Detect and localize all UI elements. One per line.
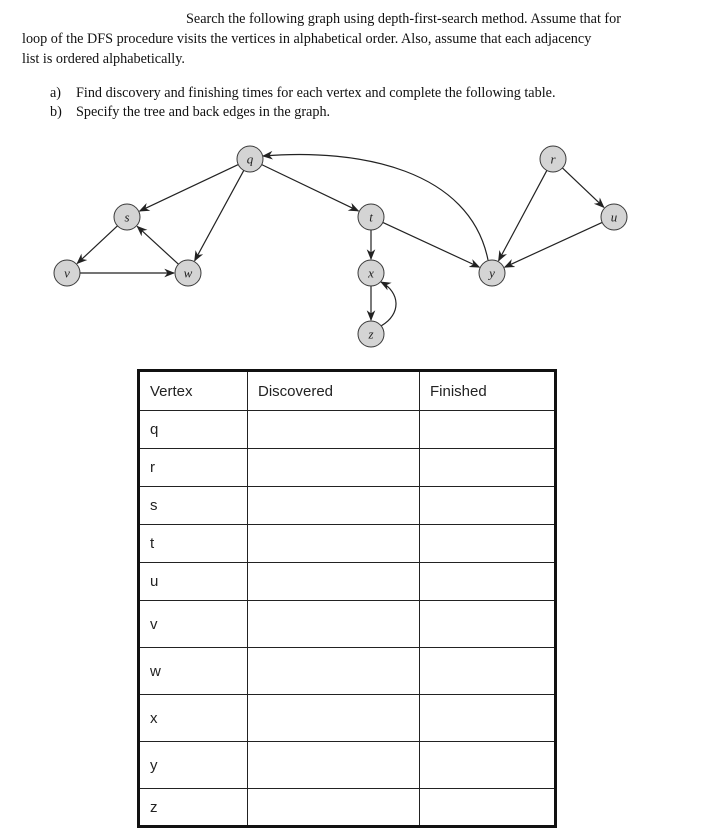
finished-cell[interactable]	[420, 695, 556, 742]
node-label: v	[64, 265, 70, 281]
graph-edges	[77, 151, 604, 326]
question-b	[50, 103, 556, 122]
intro-line-3: list is ordered alphabetically.	[22, 51, 185, 67]
table-row	[139, 487, 556, 525]
node-label: w	[183, 265, 193, 281]
table-row	[139, 411, 556, 449]
question-a-label: a)	[50, 85, 62, 101]
graph-node-v	[54, 260, 80, 286]
vertex-cell: t	[139, 525, 248, 563]
table-row	[139, 648, 556, 695]
table-header-row	[139, 371, 556, 411]
vertex-cell: x	[139, 695, 248, 742]
discovered-cell[interactable]	[248, 648, 420, 695]
discovered-cell[interactable]	[248, 525, 420, 563]
vertex-cell: s	[139, 487, 248, 525]
node-label: y	[489, 265, 495, 281]
table-row	[139, 695, 556, 742]
edge-z-x	[381, 282, 396, 326]
finished-cell[interactable]	[420, 742, 556, 789]
vertex-cell: r	[139, 449, 248, 487]
discovered-cell[interactable]	[248, 742, 420, 789]
dfs-times-table	[137, 369, 557, 828]
question-b-text: Specify the tree and back edges in the graph.	[76, 104, 331, 120]
intro-line-1: Search the following graph using depth-first-search method. Assume that for	[186, 11, 621, 27]
discovered-cell[interactable]	[248, 487, 420, 525]
header-discovered: Discovered	[248, 371, 420, 411]
finished-cell[interactable]	[420, 449, 556, 487]
node-label: z	[368, 326, 374, 342]
finished-cell[interactable]	[420, 411, 556, 449]
node-label: t	[369, 209, 373, 225]
graph-node-w	[175, 260, 201, 286]
finished-cell[interactable]	[420, 563, 556, 601]
graph-node-y	[479, 260, 505, 286]
vertex-cell: w	[139, 648, 248, 695]
table-row	[139, 789, 556, 827]
header-finished: Finished	[420, 371, 556, 411]
discovered-cell[interactable]	[248, 411, 420, 449]
finished-cell[interactable]	[420, 525, 556, 563]
finished-cell[interactable]	[420, 789, 556, 827]
node-label: x	[368, 265, 374, 281]
finished-cell[interactable]	[420, 648, 556, 695]
table-row	[139, 742, 556, 789]
problem-statement	[22, 9, 698, 69]
edge-t-y	[383, 222, 479, 267]
table-row	[139, 449, 556, 487]
edge-q-t	[262, 165, 359, 211]
table-row	[139, 601, 556, 648]
node-label: r	[550, 151, 556, 167]
discovered-cell[interactable]	[248, 563, 420, 601]
graph-node-z	[358, 321, 384, 347]
graph-node-q	[237, 146, 263, 172]
finished-cell[interactable]	[420, 487, 556, 525]
edge-r-y	[499, 170, 547, 260]
question-a-text: Find discovery and finishing times for each vertex and complete the following table.	[76, 85, 556, 101]
graph-node-r	[540, 146, 566, 172]
graph-node-t	[358, 204, 384, 230]
vertex-cell: u	[139, 563, 248, 601]
vertex-cell: y	[139, 742, 248, 789]
vertex-cell: z	[139, 789, 248, 827]
finished-cell[interactable]	[420, 601, 556, 648]
edge-q-s	[140, 165, 239, 211]
question-b-label: b)	[50, 104, 62, 120]
dfs-graph-diagram	[0, 130, 708, 355]
graph-node-x	[358, 260, 384, 286]
table-row	[139, 563, 556, 601]
edge-u-y	[505, 222, 602, 267]
node-label: s	[124, 209, 130, 225]
graph-nodes	[54, 146, 627, 347]
graph-node-s	[114, 204, 140, 230]
question-list	[50, 84, 556, 122]
vertex-cell: v	[139, 601, 248, 648]
question-a	[50, 84, 556, 103]
discovered-cell[interactable]	[248, 789, 420, 827]
graph-node-u	[601, 204, 627, 230]
vertex-cell: q	[139, 411, 248, 449]
header-vertex: Vertex	[139, 371, 248, 411]
discovered-cell[interactable]	[248, 449, 420, 487]
node-label: q	[246, 151, 254, 167]
edge-q-w	[195, 170, 244, 260]
edge-s-v	[77, 226, 117, 264]
discovered-cell[interactable]	[248, 695, 420, 742]
edge-w-s	[137, 226, 178, 264]
intro-line-2: loop of the DFS procedure visits the vertices in alphabetical order. Also, assume that each adjacency	[22, 31, 592, 47]
discovered-cell[interactable]	[248, 601, 420, 648]
node-label: u	[610, 209, 618, 225]
table-row	[139, 525, 556, 563]
edge-r-u	[562, 168, 603, 207]
